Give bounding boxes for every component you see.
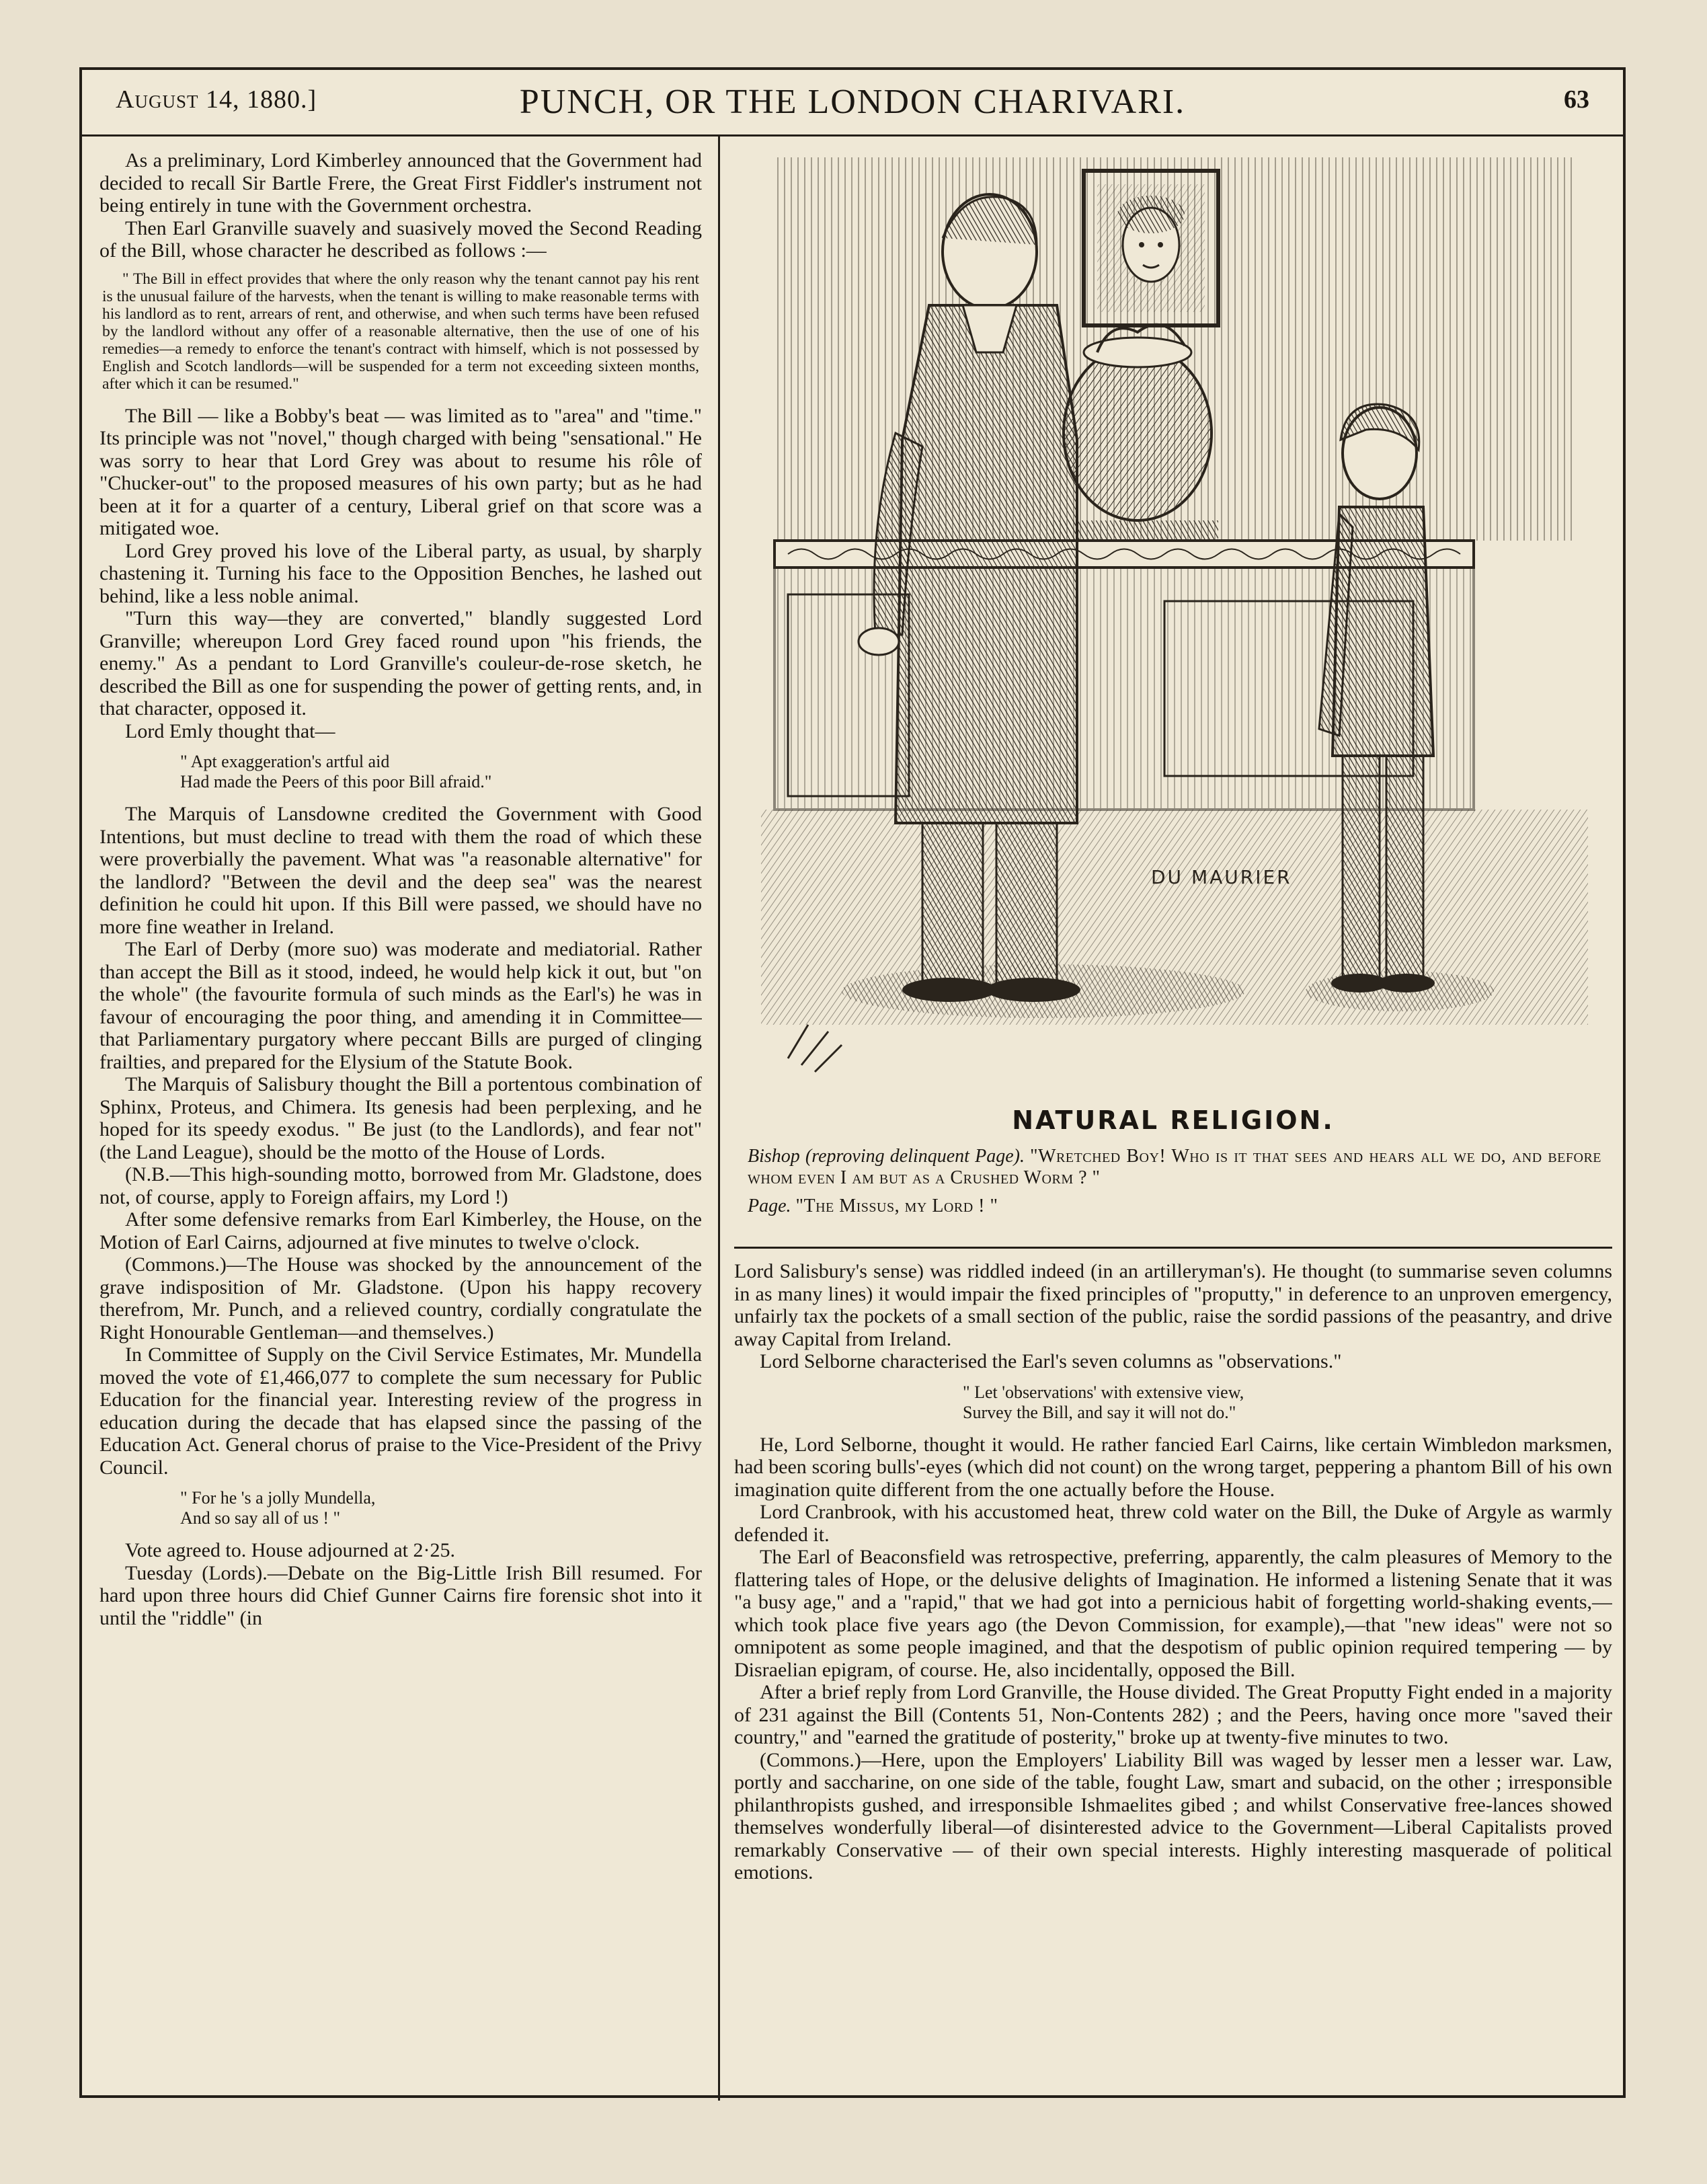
paragraph: The Marquis of Salisbury thought the Bill a portentous combination of Sphinx, Proteus, and Chimera. Its genesis had been perplexing, and he hoped for its speedy exodus. " Be just (to the Landlords), and fear not" (the Land League), should be the motto of the House of Lords. [100,1073,702,1163]
paragraph: Lord Emly thought that— [125,719,335,742]
paragraph: Tuesday (Lords).—Debate on the Big-Little Irish Bill resumed. For hard upon three hours did Chief Gunner Cairns fire forensic shot into it until the "riddle" (in [100,1561,702,1629]
paragraph: As a preliminary, Lord Kimberley announced that the Government had decided to recall Sir Bartle Frere, the Great First Fiddler's instrument not being entirely in tune with the Government orchestra. [100,149,702,217]
verse-quote [963,1382,1612,1423]
page-header [82,70,1623,136]
cartoon-caption [748,1146,1601,1224]
cartoon-illustration [761,151,1588,1092]
verse-quote [180,752,702,792]
cartoon-drawing [761,151,1588,1092]
verse-line: " Apt exaggeration's artful aid [180,752,390,771]
verse-line: And so say all of us ! " [180,1508,341,1528]
paragraph: (N.B.—This high-sounding motto, borrowed from Mr. Gladstone, does not, of course, apply to Foreign affairs, my Lord !) [100,1163,702,1208]
paragraph: Lord Cranbrook, with his accustomed heat, threw cold water on the Bill, the Duke of Argyle as warmly defended it. [734,1501,1612,1546]
left-column [100,149,702,2086]
paragraph: After a brief reply from Lord Granville, the House divided. The Great Proputty Fight ended in a majority of 231 against the Bill (Contents 51, Non-Contents 282) ; and the Peers, having once more "saved their country," and "earned the gratitude of posterity," broke up at twenty-five minutes to two. [734,1681,1612,1748]
speaker-label: Bishop (reproving delinquent Page). [748,1146,1025,1167]
verse-line: " For he 's a jolly Mundella, [180,1488,376,1508]
verse-line: Had made the Peers of this poor Bill afraid." [180,772,492,791]
paragraph: The Marquis of Lansdowne credited the Government with Good Intentions, but must decline to tread with them the road of which these were proverbially the pavement. What was "a reasonable alternative" for the landlord? "Between the devil and the deep sea" was the nearest definition he could hit upon. If this Bill were passed, we should have no more fine weather in Ireland. [100,803,702,938]
paragraph: (Commons.)—Here, upon the Employers' Liability Bill was waged by lesser men a lesser war. Law, portly and saccharine, on one side of the table, fought Law, smart and subacid, on the other ; irresponsible philanthropists gushed, and irresponsible Ishmaelites gibed ; and whilst Conservative free-lances showed themselves wonderfully liberal—of disinterested advice to the Government—Liberal Capitalists proved remarkably Conservative — of their own special interests. Highly interesting masquerade of political emotions. [734,1748,1612,1883]
artist-signature: DU MAURIER [1151,866,1292,888]
publication-title: PUNCH, OR THE LONDON CHARIVARI. [519,83,1186,121]
issue-date: August 14, 1880.] [116,85,317,114]
paragraph: Lord Salisbury's sense) was riddled indeed (in an artilleryman's). He thought (to summarise seven columns in as many lines) it would impair the fixed principles of "proputty," in deference to an unproven emergency, unfairly tax the pockets of a small section of the public, raise the sordid passions of the peasantry, and drive away Capital from Ireland. [734,1260,1612,1350]
dialogue-text: "The Missus, my Lord ! " [795,1196,998,1216]
cartoon-title: NATURAL RELIGION. [1012,1105,1335,1135]
paragraph: (Commons.)—The House was shocked by the announcement of the grave indisposition of Mr. Gladstone. (Upon his happy recovery therefrom, Mr. Punch, and a relieved country, cordially congratulate the Right Honourable Gentleman—and themselves.) [100,1253,702,1343]
column-divider [718,134,720,2101]
section-rule [734,1247,1612,1249]
paragraph: The Earl of Derby (more suo) was moderate and mediatorial. Rather than accept the Bill as it stood, indeed, he would help kick it out, but "on the whole" (the favourite formula of such minds as the Earl's) he was in favour of encouraging the poor thing, and amending it in Committee—that Parliamentary purgatory where peccant Bills are purged of clinging frailties, and prepared for the Elysium of the Statute Book. [100,938,702,1073]
paragraph: Then Earl Granville suavely and suasively moved the Second Reading of the Bill, whose character he described as follows :— [100,217,702,262]
paragraph: Vote agreed to. House adjourned at 2·25. [125,1539,455,1561]
verse-line: Survey the Bill, and say it will not do." [963,1402,1236,1422]
paragraph: Lord Selborne characterised the Earl's seven columns as "observations." [760,1350,1342,1372]
newspaper-page [79,67,1626,2098]
paragraph: Lord Grey proved his love of the Liberal party, as usual, by sharply chastening it. Turning his face to the Opposition Benches, he lashed out behind, like a less noble animal. [100,539,702,607]
paragraph: After some defensive remarks from Earl Kimberley, the House, on the Motion of Earl Cairns, adjourned at five minutes to twelve o'clock. [100,1208,702,1253]
verse-line: " Let 'observations' with extensive view, [963,1382,1244,1402]
dialogue-text: "Wretched Boy! Who is it that sees and hears all we do, and before whom even I am but as a Crushed Worm ? " [748,1146,1601,1188]
paragraph: "Turn this way—they are converted," blandly suggested Lord Granville; whereupon Lord Grey faced round upon "his friends, the enemy." As a pendant to Lord Granville's couleur-de-rose sketch, he described the Bill as one for suspending the power of getting rents, and, in that character, opposed it. [100,607,702,719]
block-quote: " The Bill in effect provides that where the only reason why the tenant cannot pay his rent is the unusual failure of the harvests, when the tenant is willing to make reasonable terms with his landlord as to rent, arrears of rent, and otherwise, and when such terms have been refused by the landlord without any offer of a reasonable alternative, then the use of one of his remedies—a remedy to enforce the tenant's contract with himself, which is not possessed by English and Scotch landlords—will be suspended for a term not exceeding sixteen months, after which it can be resumed." [102,270,699,393]
page-number: 63 [1564,85,1589,114]
verse-quote [180,1488,702,1528]
paragraph: The Earl of Beaconsfield was retrospective, preferring, apparently, the calm pleasures of Memory to the flattering tales of Hope, or the delusive delights of Imagination. He informed a listening Senate that it was "a busy age," and a "rapid," that we had got into a pernicious habit of forgetting world-shaking events,—which took place five years ago (the Devon Commission, for example),—that "new ideas" were not so omnipotent as some people imagined, and that the despotism of public opinion required tempering — by Disraelian epigram, of course. He, also incidentally, opposed the Bill. [734,1546,1612,1681]
right-column [734,1260,1612,2087]
paragraph: He, Lord Selborne, thought it would. He rather fancied Earl Cairns, like certain Wimbledon marksmen, had been scoring bulls'-eyes (which did not count) on the wrong target, peppering a phantom Bill of his own imagination quite different from the one actually before the House. [734,1433,1612,1501]
paragraph: The Bill — like a Bobby's beat — was limited as to "area" and "time." Its principle was not "novel," though charged with being "sensational." He was sorry to hear that Lord Grey was about to resume his rôle of "Chucker-out" to the proposed measures of his own party; but as he had been at it for a quarter of a century, Liberal grief on that score was a mitigated woe. [100,404,702,539]
paragraph: In Committee of Supply on the Civil Service Estimates, Mr. Mundella moved the vote of £1,466,077 to complete the sum necessary for Public Education for the financial year. Interesting review of the progress in education during the decade that has elapsed since the passing of the Education Act. General chorus of praise to the Vice-President of the Privy Council. [100,1343,702,1479]
speaker-label: Page. [748,1196,791,1216]
